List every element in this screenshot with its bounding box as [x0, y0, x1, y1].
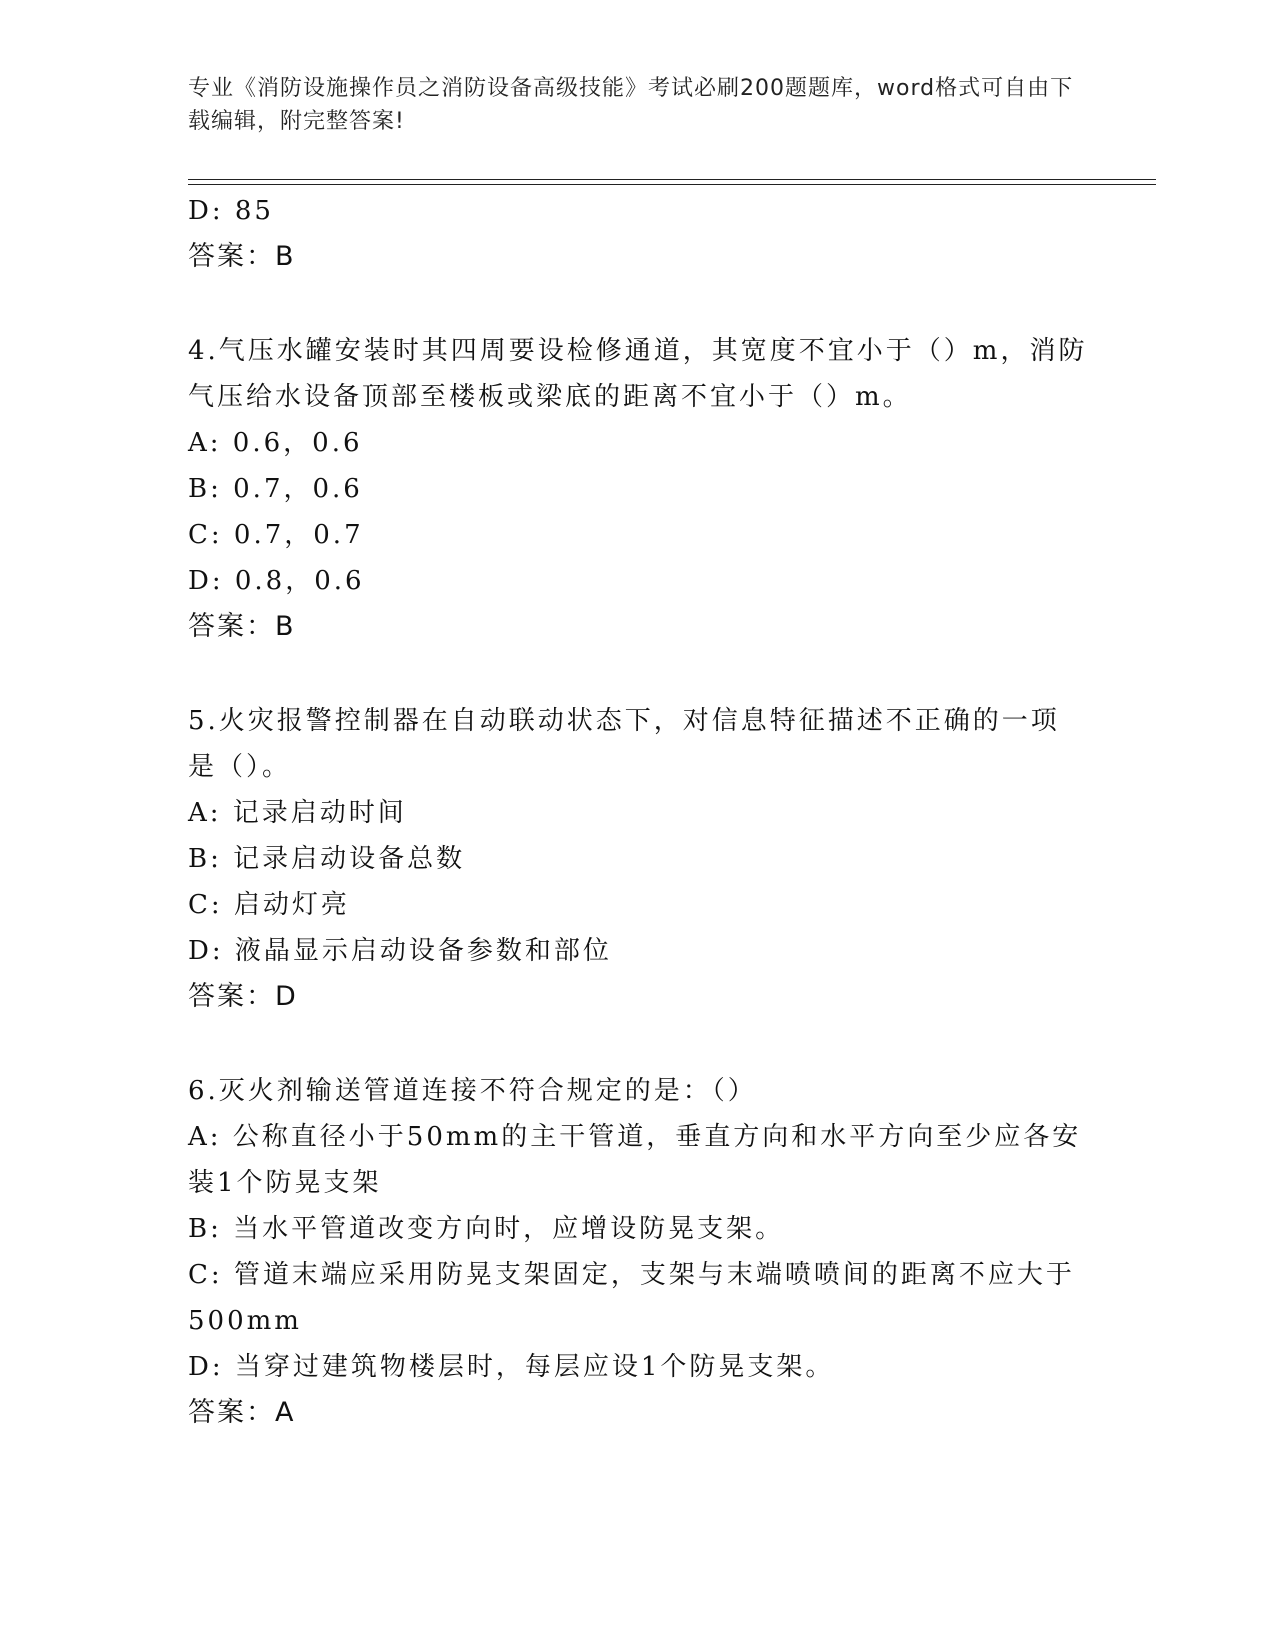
option-b: B: 0.7，0.6 — [188, 474, 363, 504]
question-text: 4.气压水罐安装时其四周要设检修通道，其宽度不宜小于（）m，消防气压给水设备顶部至楼板或梁底的距离不宜小于（）m。 — [188, 336, 1088, 412]
header-divider-bottom — [188, 184, 1156, 185]
option-a: A: 公称直径小于50mm的主干管道，垂直方向和水平方向至少应各安装1个防晃支架 — [188, 1122, 1082, 1198]
option-c: C: 启动灯亮 — [188, 890, 350, 920]
question-6 — [188, 1068, 1088, 1436]
carryover-answer: 答案：B — [188, 241, 296, 272]
option-b: B: 当水平管道改变方向时，应增设防晃支架。 — [188, 1214, 785, 1244]
question-5 — [188, 698, 1088, 1020]
option-a: A: 记录启动时间 — [188, 798, 407, 828]
page-header — [188, 72, 1078, 138]
question-4 — [188, 328, 1088, 650]
option-d: D: 液晶显示启动设备参数和部位 — [188, 936, 612, 966]
header-title: 专业《消防设施操作员之消防设备高级技能》考试必刷200题题库，word格式可自由下载编辑，附完整答案! — [188, 76, 1074, 134]
carryover-option-d: D: 85 — [188, 196, 274, 226]
answer: 答案：B — [188, 611, 296, 642]
answer: 答案：D — [188, 981, 298, 1012]
option-d: D: 0.8，0.6 — [188, 566, 365, 596]
answer: 答案：A — [188, 1397, 296, 1428]
option-d: D: 当穿过建筑物楼层时，每层应设1个防晃支架。 — [188, 1352, 835, 1382]
question-text: 6.灭火剂输送管道连接不符合规定的是：（） — [188, 1076, 757, 1106]
option-c: C: 0.7，0.7 — [188, 520, 364, 550]
header-divider-top — [188, 179, 1156, 180]
document-body — [188, 188, 1088, 1436]
question-text: 5.火灾报警控制器在自动联动状态下，对信息特征描述不正确的一项是（）。 — [188, 706, 1060, 782]
option-b: B: 记录启动设备总数 — [188, 844, 466, 874]
option-c: C: 管道末端应采用防晃支架固定，支架与末端喷喷间的距离不应大于500mm — [188, 1260, 1075, 1336]
option-a: A: 0.6，0.6 — [188, 428, 363, 458]
